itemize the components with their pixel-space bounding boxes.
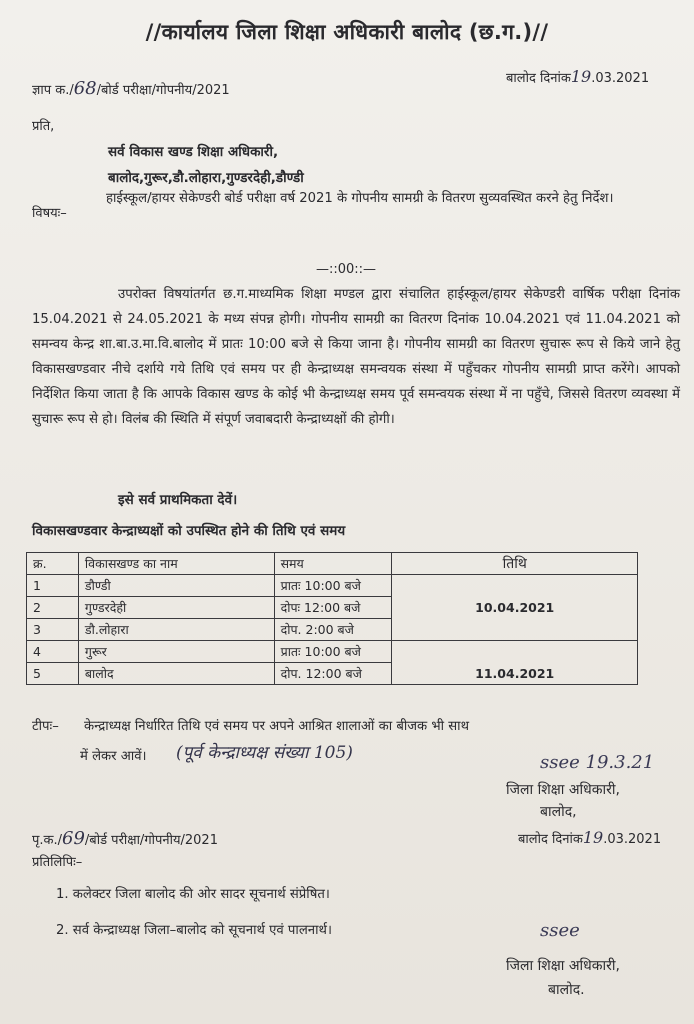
issue-date: [506, 67, 649, 86]
header-time: समय: [274, 553, 392, 575]
to-label: प्रति,: [32, 119, 55, 134]
priority-line: इसे सर्व प्राथमिकता देवें।: [118, 492, 238, 508]
copy-ref-number: 69: [62, 828, 85, 849]
signature-place-2: बालोद.: [548, 982, 585, 998]
divider: —::00::—: [316, 262, 377, 277]
table-row: [27, 575, 638, 597]
body-paragraph: उपरोक्त विषयांतर्गत छ.ग.माध्यमिक शिक्षा मण्डल द्वारा संचालित हाईस्कूल/हायर सेकेण्डरी वार्षिक परीक्षा दिनांक 15.04.2021 से 24.05.2021 के मध्य संपन्न होगी। गोपनीय सामग्री का वितरण दिनांक 10.04.2021 एवं 11.04.2021 को समन्वय केन्द्र शा.बा.उ.मा.वि.बालोद में प्रातः 10:00 बजे से किया जाना है। गोपनीय सामग्री का वितरण सुचारू रूप से किये जाने हेतु विकासखण्डवार नीचे दर्शाये गये तिथि एवं समय पर ही केन्द्राध्यक्ष समन्वयक संस्था में पहुँचकर गोपनीय सामग्री प्राप्त करेंगे। आपको निर्देशित किया जाता है कि आपके विकास खण्ड के कोई भी केन्द्राध्यक्ष समय पूर्व समन्वयक संस्था में ना पहुँचे, जिससे वितरण व्यवस्था में सुचारू रूप से हो। विलंब की स्थिति में संपूर्ण जवाबदारी केन्द्राध्यक्षों की होगी।: [32, 287, 680, 427]
row-sn: 4: [27, 641, 79, 663]
header-sn: क्र.: [27, 553, 79, 575]
memo-reference: [32, 78, 230, 99]
memo-prefix: ज्ञाप क./: [32, 83, 74, 98]
signature-place-1: बालोद,: [540, 804, 577, 820]
table-header-row: [27, 553, 638, 575]
copy-date-rest: .03.2021: [603, 832, 662, 847]
copy-label: प्रतिलिपिः–: [32, 855, 83, 870]
copy-item-1: 1. कलेक्टर जिला बालोद की ओर सादर सूचनार्थ संप्रेषित।: [56, 887, 330, 902]
row-sn: 2: [27, 597, 79, 619]
subject-text: हाईस्कूल/हायर सेकेण्डरी बोर्ड परीक्षा वर्ष 2021 के गोपनीय सामग्री के वितरण सुव्यवस्थित करने हेतु निर्देश।: [106, 191, 614, 206]
row-block: बालोद: [78, 663, 274, 685]
addressee-line1: सर्व विकास खण्ड शिक्षा अधिकारी,: [108, 144, 279, 160]
copy-reference: [32, 828, 218, 849]
copy-ref-prefix: पृ.क./: [32, 833, 63, 848]
row-block: डौण्डी: [78, 575, 274, 597]
signature-title-1: जिला शिक्षा अधिकारी,: [506, 782, 620, 798]
date-rest: .03.2021: [591, 71, 650, 86]
date-cell-1: 10.04.2021: [392, 575, 638, 641]
table-row: [27, 641, 638, 663]
row-time: दोप. 2:00 बजे: [274, 619, 392, 641]
memo-suffix: /बोर्ड परीक्षा/गोपनीय/2021: [96, 83, 230, 98]
date-day: 19: [570, 67, 592, 86]
copy-date-label: बालोद दिनांक: [518, 832, 583, 847]
memo-number: 68: [73, 78, 97, 99]
signature-title-2: जिला शिक्षा अधिकारी,: [506, 958, 620, 974]
table-caption: विकासखण्डवार केन्द्राध्यक्षों को उपस्थित होने की तिथि एवं समय: [32, 523, 346, 539]
signature-scribble-1: ssee 19.3.21: [540, 752, 655, 773]
row-block: डौ.लोहारा: [78, 619, 274, 641]
note-label: टीपः–: [32, 719, 59, 734]
row-sn: 5: [27, 663, 79, 685]
date-label: बालोद दिनांक: [506, 71, 571, 86]
addressee-line2: बालोद,गुरूर,डौ.लोहारा,गुण्डरदेही,डौण्डी: [108, 170, 304, 186]
copy-date-day: 19: [582, 828, 604, 847]
note-line1: केन्द्राध्यक्ष निर्धारित तिथि एवं समय पर अपने आश्रित शालाओं का बीजक भी साथ: [84, 719, 469, 734]
row-time: प्रातः 10:00 बजे: [274, 641, 392, 663]
note-line2: में लेकर आवें।: [80, 749, 147, 764]
header-date: तिथि: [392, 553, 638, 575]
row-time: दोपः 12:00 बजे: [274, 597, 392, 619]
office-header: //कार्यालय जिला शिक्षा अधिकारी बालोद (छ.ग.)//: [145, 20, 549, 44]
row-block: गुरूर: [78, 641, 274, 663]
copy-ref-suffix: /बोर्ड परीक्षा/गोपनीय/2021: [84, 833, 218, 848]
copy-date: [518, 828, 661, 847]
subject-label: विषयः–: [32, 206, 67, 221]
row-time: दोप. 12:00 बजे: [274, 663, 392, 685]
handwritten-note: (पूर्व केन्द्राध्यक्ष संख्या 105): [176, 743, 353, 763]
row-time: प्रातः 10:00 बजे: [274, 575, 392, 597]
date-cell-2: 11.04.2021: [392, 641, 638, 685]
row-sn: 3: [27, 619, 79, 641]
header-block: विकासखण्ड का नाम: [78, 553, 274, 575]
signature-scribble-2: ssee: [540, 920, 580, 941]
row-block: गुण्डरदेही: [78, 597, 274, 619]
copy-item-2: 2. सर्व केन्द्राध्यक्ष जिला–बालोद को सूचनार्थ एवं पालनार्थ।: [56, 923, 332, 938]
row-sn: 1: [27, 575, 79, 597]
schedule-table: [26, 552, 638, 685]
